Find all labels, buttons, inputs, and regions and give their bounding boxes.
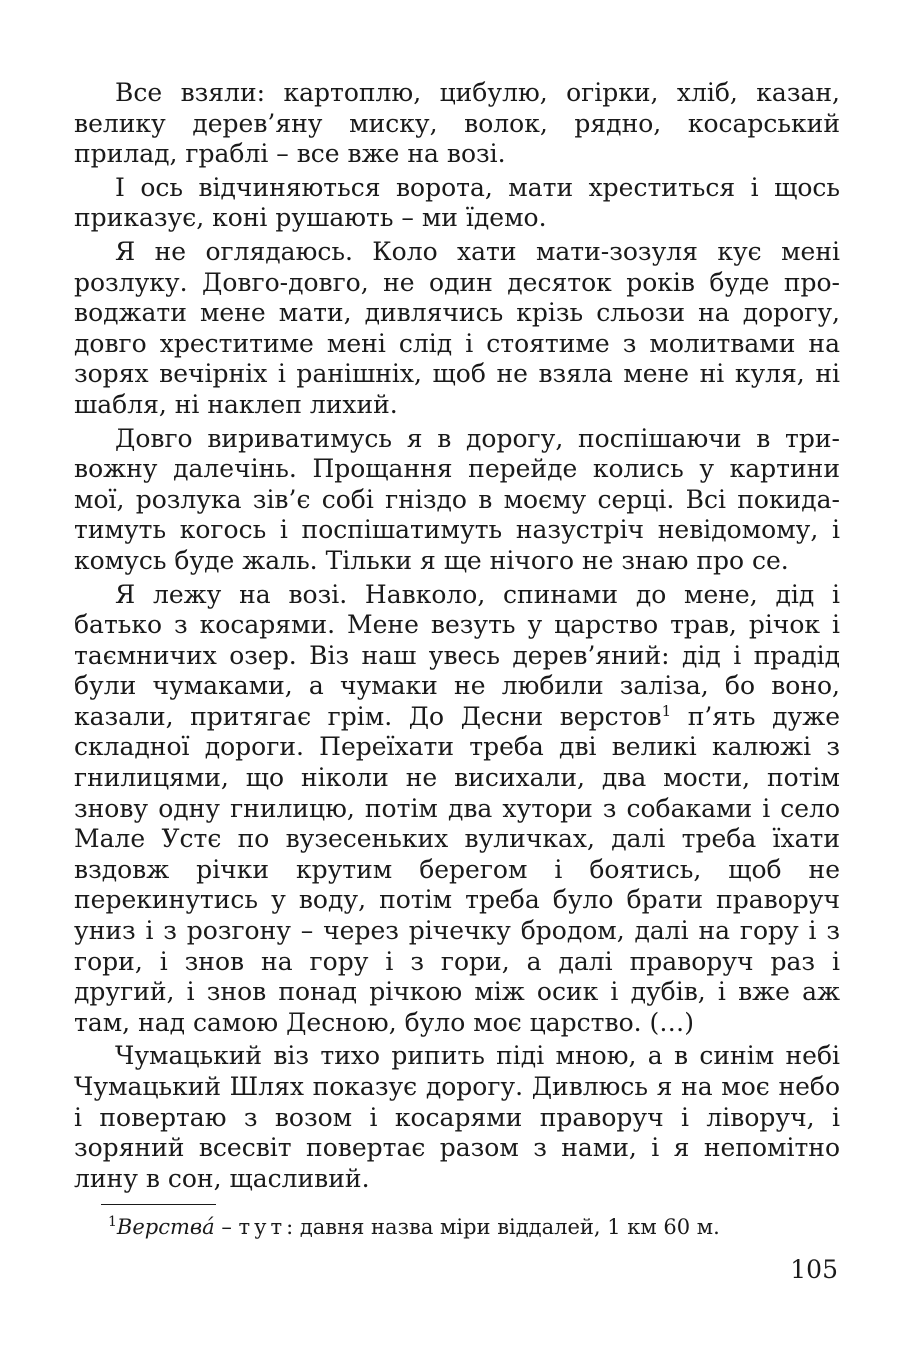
footnote-dash: – [214, 1215, 239, 1239]
footnote-definition: : давня назва міри віддалей, 1 км 60 м. [286, 1215, 720, 1239]
paragraph-6: Чумацький віз тихо рипить піді мною, а в синім небі Чумацький Шлях показує дорогу. Дивлюсь я на моє небо і повертаю з возом і косарями праворуч і ліворуч, і зоряний всесвіт повертає разом з нами, і я непомітно лину в сон, щасливий. [74, 1041, 840, 1193]
paragraph-2: І ось відчиняються ворота, мати хреститься і щось приказує, коні рушають – ми їдемо. [74, 172, 840, 233]
paragraph-5-text-before-note: Я лежу на возі. Навколо, спинами до мене, дід і батько з косарями. Мене везуть у царство трав, річок і таємничих озер. Віз наш увесь дерев’яний: дід і прадід були чумаками, а чумаки не любили заліза, бо воно, казали, притягає грім. До Десни верстов [74, 579, 840, 731]
paragraph-5 [74, 580, 840, 1039]
paragraph-5-text-after-note: п’ять дуже складної дороги. Переїхати треба дві великі калюжі з гнилицями, що ніколи не висихали, два мости, потім знову одну гнилицю, потім два хутори з собаками і село Мале Устє по вузесеньких вуличках, далі треба їхати вздовж річки крутим берегом і боятись, щоб не перекинутись у воду, потім треба було брати праворуч униз і з розгону – через річечку бродом, далі на гору і з гори, і знов на гору і з гори, а далі праворуч раз і другий, і знов понад річкою між осик і дубів, і вже аж там, над самою Десною, було моє царство. (…) [74, 701, 840, 1037]
footnote-mark: 1 [108, 1214, 117, 1230]
footnote-spaced-word: тут [238, 1215, 287, 1239]
page-number: 105 [790, 1255, 838, 1284]
paragraph-4: Довго вириватимусь я в дорогу, поспішаючи в тривожну далечінь. Прощання перейде колись у картини мої, розлука зів’є собі гніздо в моєму серці. Всі покидатимуть когось і поспішатимуть назустріч невідомому, і комусь буде жаль. Тільки я ще нічого не знаю про се. [74, 423, 840, 575]
paragraph-1: Все взяли: картоплю, цибулю, огірки, хліб, казан, велику дерев’яну миску, волок, рядно, косарський прилад, граблі – все вже на возі. [74, 78, 840, 169]
main-text [74, 78, 840, 1194]
paragraph-3: Я не оглядаюсь. Коло хати мати-зозуля кує мені розлуку. Довго-довго, не один десяток років буде проводжати мене мати, дивлячись крізь сльози на дорогу, довго хреститиме мені слід і стоятиме з молитвами на зорях вечірніх і ранішніх, щоб не взяла мене ні куля, ні шабля, ні наклеп лихий. [74, 236, 840, 419]
footnote-term: Верства́ [116, 1215, 215, 1239]
footnote-reference[interactable]: 1 [661, 701, 672, 720]
footnote [108, 1213, 848, 1241]
footnote-divider [101, 1204, 216, 1205]
